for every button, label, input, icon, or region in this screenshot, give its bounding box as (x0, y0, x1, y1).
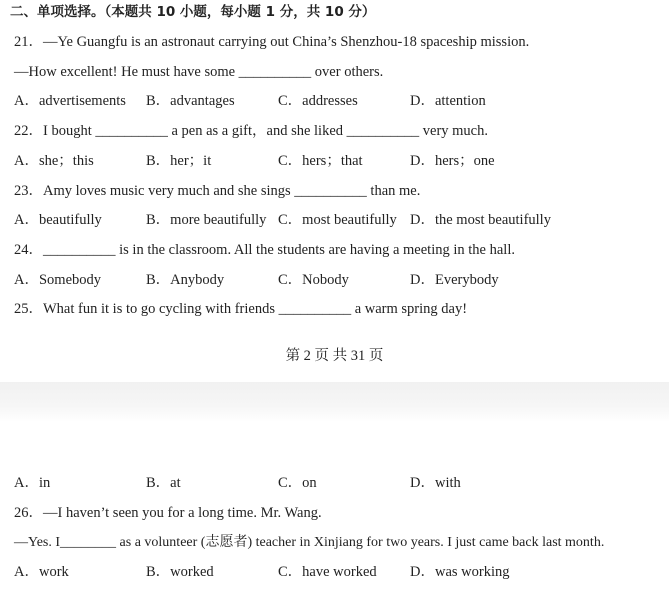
q24-option-b: B．Anybody (146, 272, 225, 288)
question-23-stem: 23．Amy loves music very much and she sings __________ than me. (14, 183, 421, 199)
q25-option-d: D．with (410, 475, 461, 491)
q24-option-d: D．Everybody (410, 272, 499, 288)
q25-option-b: B．at (146, 475, 181, 491)
q26-option-a: A．work (14, 564, 69, 580)
q22-option-a: A．she；this (14, 153, 94, 169)
question-26-line2: —Yes. I________ as a volunteer (志愿者) teacher in Xinjiang for two years. I just came back last month. (14, 535, 605, 550)
q21-option-b: B．advantages (146, 93, 235, 109)
q24-option-c: C．Nobody (278, 272, 349, 288)
question-22-stem: 22．I bought __________ a pen as a gift，and she liked __________ very much. (14, 123, 488, 139)
q23-option-c: C．most beautifully (278, 212, 397, 228)
q24-option-a: A．Somebody (14, 272, 101, 288)
section-heading: 二、单项选择。（本题共 10 小题，每小题 1 分，共 10 分） (10, 4, 376, 20)
q22-option-c: C．hers；that (278, 153, 363, 169)
q21-option-a: A．advertisements (14, 93, 126, 109)
page-3 (0, 422, 669, 593)
q22-option-d: D．hers；one (410, 153, 495, 169)
q23-option-d: D．the most beautifully (410, 212, 551, 228)
q26-option-b: B．worked (146, 564, 214, 580)
question-24-stem: 24．__________ is in the classroom. All the students are having a meeting in the hall. (14, 242, 515, 258)
q26-option-d: D．was working (410, 564, 510, 580)
question-26-stem: 26．—I haven’t seen you for a long time. Mr. Wang. (14, 505, 322, 521)
q21-option-c: C．addresses (278, 93, 358, 109)
q21-option-d: D．attention (410, 93, 486, 109)
question-21-line2: —How excellent! He must have some __________ over others. (14, 64, 384, 80)
question-21-stem: 21．—Ye Guangfu is an astronaut carrying out China’s Shenzhou-18 spaceship mission. (14, 34, 530, 50)
q26-option-c: C．have worked (278, 564, 377, 580)
q22-option-b: B．her；it (146, 153, 212, 169)
q23-option-b: B．more beautifully (146, 212, 267, 228)
page-footer: 第 2 页 共 31 页 (285, 348, 384, 364)
q25-option-c: C．on (278, 475, 317, 491)
q25-option-a: A．in (14, 475, 51, 491)
q23-option-a: A．beautifully (14, 212, 102, 228)
question-25-stem: 25．What fun it is to go cycling with friends __________ a warm spring day! (14, 301, 468, 317)
page-separator (0, 382, 669, 422)
